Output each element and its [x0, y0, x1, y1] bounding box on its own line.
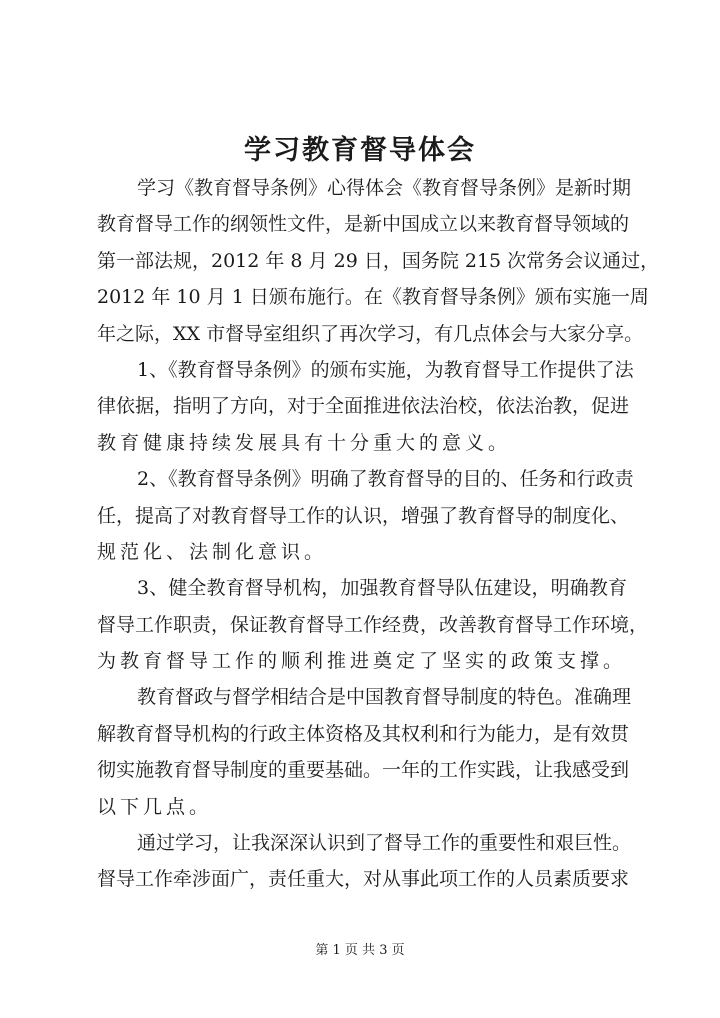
paragraph-line: 督导工作职责，保证教育督导工作经费，改善教育督导工作环境，: [97, 613, 649, 636]
paragraph-line: 2012 年 10 月 1 日颁布施行。在《教育督导条例》颁布实施一周: [97, 286, 649, 309]
paragraph-line: 彻实施教育督导制度的重要基础。一年的工作实践，让我感受到: [97, 759, 630, 782]
page-footer: 第 1 页 共 3 页: [315, 943, 405, 958]
document-title: 学习教育督导体会: [244, 135, 476, 166]
paragraph-line: 2、《教育督导条例》明确了教育督导的目的、任务和行政责: [137, 468, 634, 491]
paragraph-line: 律依据，指明了方向，对于全面推进依法治校，依法治教，促进: [97, 395, 630, 418]
document-body: [97, 170, 660, 898]
paragraph-line: 1、《教育督导条例》的颁布实施，为教育督导工作提供了法: [137, 358, 634, 381]
paragraph-line: 规范化、法制化意识。: [97, 540, 328, 563]
paragraph-line: 解教育督导机构的行政主体资格及其权利和行为能力，是有效贯: [97, 722, 630, 745]
paragraph-line: 年之际，XX 市督导室组织了再次学习，有几点体会与大家分享。: [97, 322, 644, 345]
paragraph-line: 为教育督导工作的顺利推进奠定了坚实的政策支撑。: [97, 650, 627, 673]
paragraph-line: 以下几点。: [97, 795, 213, 818]
paragraph-line: 督导工作牵涉面广，责任重大，对从事此项工作的人员素质要求: [97, 868, 630, 891]
paragraph-line: 第一部法规，2012 年 8 月 29 日，国务院 215 次常务会议通过，: [97, 249, 660, 272]
paragraph-line: 教育健康持续发展具有十分重大的意义。: [97, 431, 512, 454]
paragraph-line: 教育督政与督学相结合是中国教育督导制度的特色。准确理: [137, 686, 632, 709]
paragraph-line: 通过学习，让我深深认识到了督导工作的重要性和艰巨性。: [137, 832, 632, 855]
paragraph-line: 3、健全教育督导机构，加强教育督导队伍建设，明确教育: [137, 577, 627, 600]
paragraph-line: 教育督导工作的纲领性文件，是新中国成立以来教育督导领域的: [97, 213, 630, 236]
paragraph-line: 任，提高了对教育督导工作的认识，增强了教育督导的制度化、: [97, 504, 630, 527]
paragraph-line: 学习《教育督导条例》心得体会《教育督导条例》是新时期: [137, 177, 632, 199]
